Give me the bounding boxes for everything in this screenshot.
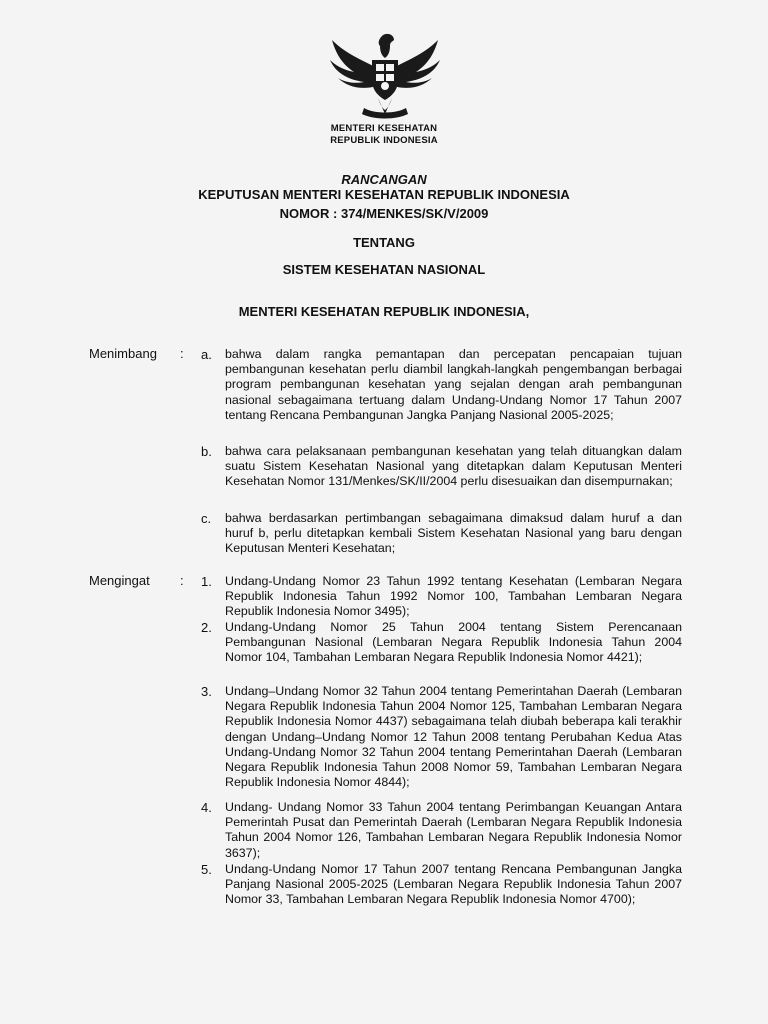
decree-subject: SISTEM KESEHATAN NASIONAL — [282, 262, 486, 277]
item-text: bahwa dalam rangka pemantapan dan percepatan pencapaian tujuan pembangunan kesehatan perlu diambil langkah-langkah pengembangan berbagai program pembangunan kesehatan yang sejalan dengan arah pembangunan nasional sebagaimana tertuang dalam Undang-Undang Nomor 17 Tahun 2007 tentang Rencana Pembangunan Jangka Panjang Nasional 2005-2025; — [225, 347, 682, 422]
decree-number: NOMOR : 374/MENKES/SK/V/2009 — [279, 206, 489, 221]
mengingat-colon: : — [180, 573, 184, 588]
item-marker: 3. — [201, 684, 212, 699]
about-label: TENTANG — [353, 235, 415, 250]
ministry-line-1: MENTERI KESEHATAN — [330, 123, 438, 134]
minister-heading: MENTERI KESEHATAN REPUBLIK INDONESIA, — [238, 304, 530, 319]
menimbang-label: Menimbang — [89, 346, 157, 361]
garuda-emblem-icon — [324, 30, 446, 122]
item-text: Undang-Undang Nomor 17 Tahun 2007 tentang Rencana Pembangunan Jangka Panjang Nasional 2005-2025 (Lembaran Negara Republik Indonesia Tahun 2007 Nomor 33, Tambahan Lembaran Negara Republik Indonesia Nomor 4700); — [225, 862, 682, 907]
item-marker: a. — [201, 347, 212, 362]
item-text: bahwa cara pelaksanaan pembangunan kesehatan yang telah dituangkan dalam suatu Sistem Kesehatan Nasional yang ditetapkan dalam Keputusan Menteri Kesehatan Nomor 131/Menkes/SK/II/2004 perlu disesuaikan dan disempurnakan; — [225, 444, 682, 489]
decree-title: KEPUTUSAN MENTERI KESEHATAN REPUBLIK INDONESIA — [198, 187, 570, 202]
item-marker: 1. — [201, 574, 212, 589]
item-text: Undang–Undang Nomor 32 Tahun 2004 tentang Pemerintahan Daerah (Lembaran Negara Republik Indonesia Tahun 2004 Nomor 125, Tambahan Lembaran Negara Republik Indonesia Nomor 4437) sebagaimana telah diubah beberapa kali terakhir dengan Undang–Undang Nomor 12 Tahun 2008 tentang Perubahan Kedua Atas Undang-Undang Nomor 32 Tahun 2004 tentang Pemerintahan Daerah (Lembaran Negara Republik Indonesia Tahun 2008 Nomor 59, Tambahan Lembaran Negara Republik Indonesia Nomor 4844); — [225, 684, 682, 790]
menimbang-colon: : — [180, 346, 184, 361]
item-text: Undang-Undang Nomor 23 Tahun 1992 tentang Kesehatan (Lembaran Negara Republik Indonesia Tahun 1992 Nomor 100, Tambahan Lembaran Negara Republik Indonesia Nomor 3495); — [225, 574, 682, 619]
ministry-line-2: REPUBLIK INDONESIA — [330, 135, 438, 146]
item-marker: 4. — [201, 800, 212, 815]
item-text: bahwa berdasarkan pertimbangan sebagaimana dimaksud dalam huruf a dan huruf b, perlu ditetapkan kembali Sistem Kesehatan Nasional yang baru dengan Keputusan Menteri Kesehatan; — [225, 511, 682, 556]
item-marker: c. — [201, 511, 212, 526]
mengingat-label: Mengingat — [89, 573, 150, 588]
item-marker: 2. — [201, 620, 212, 635]
item-text: Undang-Undang Nomor 25 Tahun 2004 tentang Sistem Perencanaan Pembangunan Nasional (Lembaran Negara Republik Indonesia Tahun 2004 Nomor 104, Tambahan Lembaran Negara Republik Indonesia Nomor 4421); — [225, 620, 682, 665]
ministry-letterhead — [300, 123, 468, 147]
item-text: Undang- Undang Nomor 33 Tahun 2004 tentang Perimbangan Keuangan Antara Pemerintah Pusat dan Pemerintah Daerah (Lembaran Negara Republik Indonesia Tahun 2004 Nomor 126, Tambahan Lembaran Negara Republik Indonesia Nomor 3637); — [225, 800, 682, 860]
draft-label: RANCANGAN — [341, 172, 427, 187]
item-marker: 5. — [201, 862, 212, 877]
item-marker: b. — [201, 444, 212, 459]
